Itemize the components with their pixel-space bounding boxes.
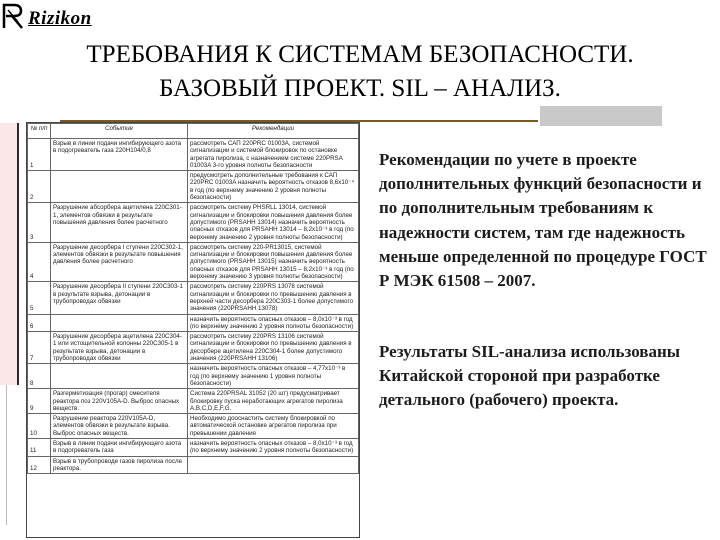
table-row: [28, 282, 359, 314]
row-number: 7: [28, 332, 51, 364]
recommendations-paragraph: Рекомендации по учете в проекте дополнительных функций безопасности и по дополнительным требованиям к надежности систем, там где надежность меньше определенной по процедуре ГОСТ Р МЭК 61508 – 2007.: [379, 150, 707, 291]
row-number: 9: [28, 389, 51, 414]
page-title-line1: ТРЕБОВАНИЯ К СИСТЕМАМ БЕЗОПАСНОСТИ.: [86, 41, 634, 68]
sil-results-paragraph: Результаты SIL-анализа использованы Китайской стороной при разработке детального (рабочего) проекта.: [379, 342, 681, 410]
row-number: 11: [28, 438, 51, 456]
header-recommendation: Рекомендации: [188, 124, 359, 139]
row-number: 6: [28, 314, 51, 332]
row-event: Разгерметизация (прогар) смесителя реактора поз 220V105A-D. Выброс опасных веществ.: [51, 389, 188, 414]
rizikon-logo-mark-icon: [2, 2, 28, 30]
header-number: № п/п: [28, 124, 51, 139]
table-row: [28, 242, 359, 281]
row-number: 12: [28, 456, 51, 474]
row-recommendation: предусмотреть дополнительные требования к САП 220PRC 01003A назначить вероятность отказов 8,6х10⁻⁴ в год (по верхнему значению 2 уровня полноты безопасности): [188, 171, 359, 203]
row-recommendation: рассмотреть систему PHSRLL 13014, системой сигнализации и блокировки повышения давления более допустимого (PRSAHH 13014) назначить вероятность опасных отказов для PRSAHH 13014 – 8,2х10⁻³ в год (по верхнему значению 2 уровня полноты безопасности): [188, 203, 359, 242]
row-event: [51, 171, 188, 203]
row-number: 5: [28, 282, 51, 314]
row-event: Взрыв в линии подачи ингибирующего азота в подогреватель газа 220H104/0,8: [51, 139, 188, 171]
page-title-line2: БАЗОВЫЙ ПРОЕКТ. SIL – АНАЛИЗ.: [159, 75, 561, 102]
table-row: [28, 171, 359, 203]
row-event: Разрушение десорбера II ступени 220C303-1 в результате взрыва, детонации в трубопроводах обвязки: [51, 282, 188, 314]
row-event: Взрыв в линии подачи ингибирующего азота в подогреватель газа: [51, 438, 188, 456]
table-row: [28, 314, 359, 332]
table-row: [28, 332, 359, 364]
row-recommendation: рассмотреть САП 220PRC 01003A, системой сигнализации и системой блокировок по остановке агрегата пиролиза, с назначением системе 220PRSA 01003A 3-го уровня полноты безопасности: [188, 139, 359, 171]
row-recommendation: рассмотреть систему 220-PR13015, системой сигнализации и блокировки повышения давления более допустимого (PRSAHH 13015) назначить вероятность опасных отказов для PRSAHH 13015 – 8,2х10⁻³ в год (по верхнему значению 3 уровня полноты безопасности): [188, 242, 359, 281]
decorative-gray-box: [540, 106, 662, 126]
row-event: Взрыв в трубопроводе газов пиролиза после реактора.: [51, 456, 188, 474]
row-number: 1: [28, 139, 51, 171]
row-recommendation: Система 220PRSAL 31052 (20 шт) предусматривает блокировку пуска неработающих агрегатов пиролиза A,B,C,D,E,F,G.: [188, 389, 359, 414]
row-number: 8: [28, 364, 51, 389]
events-table: [27, 123, 359, 474]
row-recommendation: назначить вероятность опасных отказов – 4,77х10⁻³ в год (по верхнему значению 1 уровня полноты безопасности): [188, 364, 359, 389]
row-recommendation: Необходимо дооснастить систему блокировкой по автоматической остановке агрегатов пиролиза при превышении давления: [188, 414, 359, 439]
scanned-table-document: [26, 122, 360, 538]
row-number: 2: [28, 171, 51, 203]
table-row: [28, 139, 359, 171]
table-row: [28, 203, 359, 242]
left-decorative-bar: [0, 123, 19, 385]
table-row: [28, 364, 359, 389]
table-row: [28, 438, 359, 456]
row-recommendation: назначить вероятность опасных отказов – 8,0х10⁻³ в год (по верхнему значению 2 уровня полноты безопасности): [188, 438, 359, 456]
row-recommendation: рассмотреть систему 220PRS 13078 системой сигнализации и блокировки по превышению давления в верхней части десорбера 220C303-1 более допустимого значения (220PRSAHH 13078): [188, 282, 359, 314]
row-number: 10: [28, 414, 51, 439]
row-recommendation: назначить вероятность опасных отказов – 8,0х10⁻³ в год (по верхнему значению 2 уровня полноты безопасности): [188, 314, 359, 332]
logo-text: Rizikon: [28, 8, 92, 29]
row-number: 4: [28, 242, 51, 281]
row-recommendation: [188, 456, 359, 474]
row-event: [51, 364, 188, 389]
row-recommendation: рассмотреть систему 220PRS 13106 системой сигнализации и блокировки по превышению давления в десорбере ацетилена 220C304-1 более допустимого значения (220PRSAHH 13106): [188, 332, 359, 364]
row-event: Разрушение реактора 220V105A-D, элементов обвязки в результате взрыва. Выброс опасных веществ.: [51, 414, 188, 439]
row-event: Разрушение десорбера ацетилена 220C304-1 или истощительной колонны 220C305-1 в результате взрыва, детонации в трубопроводах обвязки: [51, 332, 188, 364]
row-number: 3: [28, 203, 51, 242]
table-row: [28, 414, 359, 439]
row-event: [51, 314, 188, 332]
logo: [2, 2, 122, 34]
table-header-row: [28, 124, 359, 139]
row-event: Разрушение десорбера I ступени 220C302-1, элементов обвязки в результате повышения давления более расчетного: [51, 242, 188, 281]
row-event: Разрушение абсорбера ацетилена 220C301-1, элементов обвязки в результате повышения давления более расчетного: [51, 203, 188, 242]
left-decorative-bar-lower: [0, 385, 7, 525]
header-event: Событие: [51, 124, 188, 139]
table-row: [28, 456, 359, 474]
table-row: [28, 389, 359, 414]
